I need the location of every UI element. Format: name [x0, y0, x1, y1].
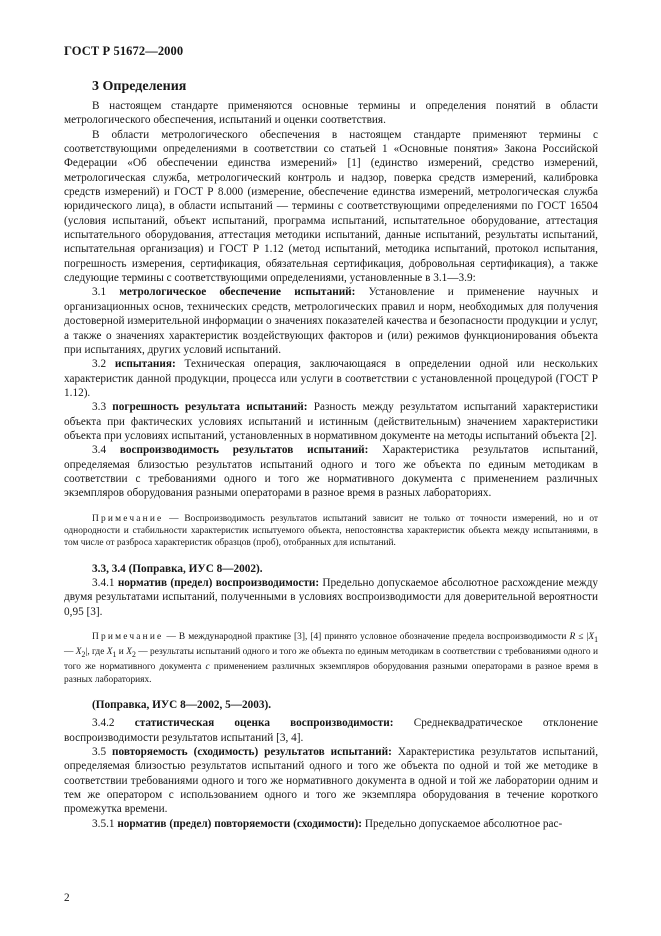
section-title: 3 Определения: [92, 79, 187, 94]
clause-number: 3.5.1: [92, 817, 118, 830]
paragraph-terms-sources: В области метрологического обеспечения в настоящем стандарте применяют термины с соответствующими определениями в соответствии со статьей 1 «Основные понятия» Закона Российской Федерации «Об обеспечении единства измерений» [1] (единство измерений, средство измерений, метрологическая служба, метрологический контроль и надзор, поверка средств измерений, калибровка средств измерений) и ГОСТ Р 8.000 (измерение, обеспечение единства измерений, метрологическая служба юридического лица), в области испытаний — термины с соответствующими определениями по ГОСТ 16504 (условия испытаний, объект испытаний, программа испытаний, испытательное оборудование, аттестация испытательного оборудования, аттестация методики испытаний, данные испытаний, результаты испытаний, испытательная организация) и ГОСТ Р 1.12 (метод испытаний, методика испытаний, протокол испытания, погрешность измерения, сертификация, обязательная сертификация, добровольная сертификация), а также следующие термины с соответствующими определениями, установленные в 3.1—3.9:: [64, 128, 598, 285]
definition-text: Техническая операция, заключающаяся в определении одной или нескольких характеристик данной продукции, процесса или услуги в соответствии с установленной процедурой (ГОСТ Р 1.12).: [64, 358, 598, 399]
note-reproducibility: [64, 513, 598, 550]
term: испытания:: [114, 358, 176, 371]
definition-text: Среднеквадратическое отклонение воспроизводимости результатов испытаний [3, 4].: [64, 717, 598, 744]
term: погрешность результата испытаний:: [112, 401, 308, 414]
definition-3-5: [64, 745, 598, 817]
definition-3-5-1: [64, 817, 598, 831]
clause-number: 3.4: [92, 444, 120, 457]
definition-3-4-2: [64, 716, 598, 745]
term: повторяемость (сходимость) результатов испытаний:: [112, 745, 392, 758]
definition-3-4: [64, 443, 598, 500]
definition-text: Характеристика результатов испытаний, определяемая близостью результатов испытаний одного и того же объекта по одной и той же методике в соответствии требованиями одного и того же нормативного документа в одной и той же лаборатории одним и тем же оператором с использованием одного и того же экземпляра оборудования в течение короткого промежутка времени.: [64, 745, 599, 816]
definition-text: Разность между результатом испытаний характеристики объекта при фактических условиях испытаний и истинным (действительным) значением характеристики объекта при условиях испытаний, установленных в нормативном документе на методы испытаний объекта [2].: [64, 401, 599, 442]
clause-number: 3.5: [92, 745, 113, 758]
clause-number: 3.3: [92, 401, 113, 414]
definition-text: Характеристика результатов испытаний, определяемая близостью результатов испытаний одного и того же объекта по единым методикам в соответствии с требованиями одного и того же нормативного документа с применением различных экземпляров оборудования разными операторами в разное время в разных лабораториях.: [64, 444, 599, 500]
document-code: ГОСТ Р 51672—2000: [64, 44, 184, 58]
page-number: 2: [64, 892, 70, 904]
paragraph-intro: В настоящем стандарте применяются основные термины и определения понятий в области метрологического обеспечения, испытаний и оценки соответствия.: [64, 100, 598, 127]
note-reproducibility-limit: Примечание — В международной практике [3], [4] принято условное обозначение предела воспроизводимости $R \le |X_1$ — $X_2|$, где $X_1$ и $X_2$ — результаты испытаний одного и того же объекта по единым методикам в соответствии с требованиями одного и того же нормативного документа с применением различных экземпляров оборудования разными операторами в разное время в разных лабораториях.: [64, 631, 599, 685]
symbol-r: R: [569, 631, 576, 642]
note-text: — Воспроизводимость результатов испытаний зависит не только от точности измерений, но и от однородности и стабильности характеристик испытуемого объекта, непостоянства характеристик объекта между испытаниями, в том числе от разброса характеристик образцов (проб), отобранных для испытаний.: [64, 513, 598, 549]
amendment-note-1: 3.3, 3.4 (Поправка, ИУС 8—2002).: [92, 562, 263, 575]
clause-number: 3.1: [92, 286, 120, 299]
definition-3-2: [64, 357, 598, 400]
definition-3-1: [64, 285, 598, 357]
term: воспроизводимость результатов испытаний:: [119, 444, 369, 457]
definition-text: Установление и применение научных и организационных основ, технических средств, метрологических правил и норм, необходимых для получения достоверной измерительной информации о значениях показателей качества и безопасности продукции и услуг, а также о значениях характеристик воздействующих факторов и (или) режимов функционирования объекта при испытаниях, других условий испытаний.: [64, 286, 598, 356]
definition-text: Предельно допускаемое абсолютное расхождение между двумя результатами испытаний, полученными в условиях воспроизводимости для доверительной вероятности 0,95 [3].: [64, 576, 599, 618]
clause-number: 3.4.1: [92, 576, 118, 589]
term: метрологическое обеспечение испытаний:: [119, 286, 356, 299]
note-label: Примечание: [92, 513, 164, 524]
document-body: [64, 99, 598, 831]
definition-3-4-1: [64, 576, 598, 619]
note-label: Примечание: [92, 631, 164, 642]
clause-number: 3.2: [92, 358, 115, 371]
definition-text: Предельно допускаемое абсолютное рас-: [362, 817, 563, 830]
definition-3-3: [64, 400, 598, 443]
term: статистическая оценка воспроизводимости:: [134, 717, 394, 730]
term: норматив (предел) воспроизводимости:: [117, 576, 320, 589]
term: норматив (предел) повторяемости (сходимости):: [117, 817, 363, 830]
clause-number: 3.4.2: [92, 717, 135, 730]
amendment-note-2: (Поправка, ИУС 8—2002, 5—2003).: [92, 698, 272, 711]
